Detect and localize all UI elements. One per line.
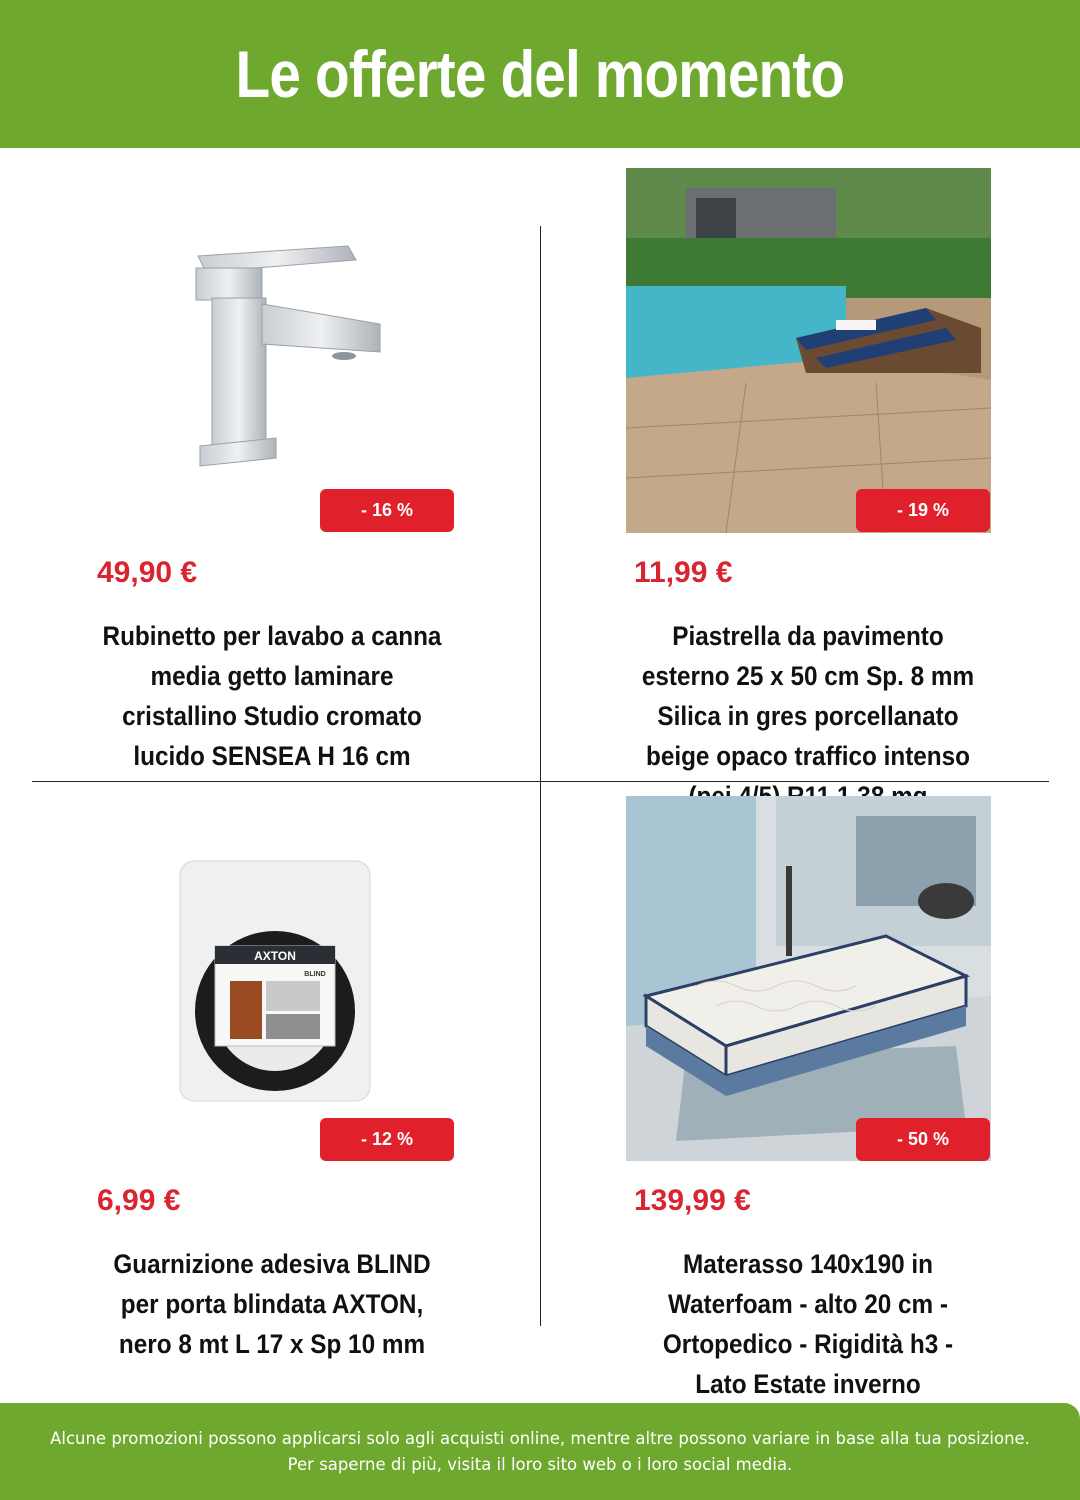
product-title[interactable]: Rubinetto per lavabo a canna media getto laminare cristallino Studio cromato lucido SENSEA H 16 cm [102, 621, 442, 771]
disclaimer-text: Alcune promozioni possono applicarsi solo agli acquisti online, mentre altre possono variare in base alla tua posizione. Per saperne di più, visita il loro sito web o i loro social media. [50, 1428, 1030, 1474]
discount-badge: - 19 % [856, 489, 990, 532]
product-title[interactable]: Materasso 140x190 in Waterfoam - alto 20 cm - Ortopedico - Rigidità h3 - Lato Estate inverno [662, 1249, 954, 1399]
page-header [0, 0, 1080, 148]
package-label: BLIND [304, 971, 326, 978]
product-card-tiles[interactable] [540, 148, 1080, 781]
product-image-seal[interactable] [90, 796, 455, 1161]
page-title: Le offerte del momento [235, 37, 845, 111]
product-title[interactable]: Piastrella da pavimento esterno 25 x 50 cm Sp. 8 mm Silica in gres porcellanato beige opaco traffico intenso [641, 621, 975, 771]
package-brand: AXTON [254, 949, 296, 963]
product-image-tiles[interactable] [626, 168, 991, 533]
product-card-faucet[interactable] [0, 148, 540, 781]
product-price: 139,99 € [634, 1184, 751, 1217]
product-price: 11,99 € [634, 556, 733, 589]
product-price: 49,90 € [97, 556, 198, 589]
product-title[interactable]: Guarnizione adesiva BLIND per porta blindata AXTON, nero 8 mt L 17 x Sp 10 mm [113, 1249, 431, 1359]
product-card-mattress[interactable] [540, 782, 1080, 1402]
discount-badge: - 12 % [320, 1118, 454, 1161]
disclaimer-footer [0, 1403, 1080, 1500]
discount-badge: - 50 % [856, 1118, 990, 1161]
product-price: 6,99 € [97, 1184, 181, 1217]
product-card-seal[interactable] [0, 782, 540, 1402]
product-image-mattress[interactable] [626, 796, 991, 1161]
product-image-faucet[interactable] [90, 168, 455, 533]
discount-badge: - 16 % [320, 489, 454, 532]
